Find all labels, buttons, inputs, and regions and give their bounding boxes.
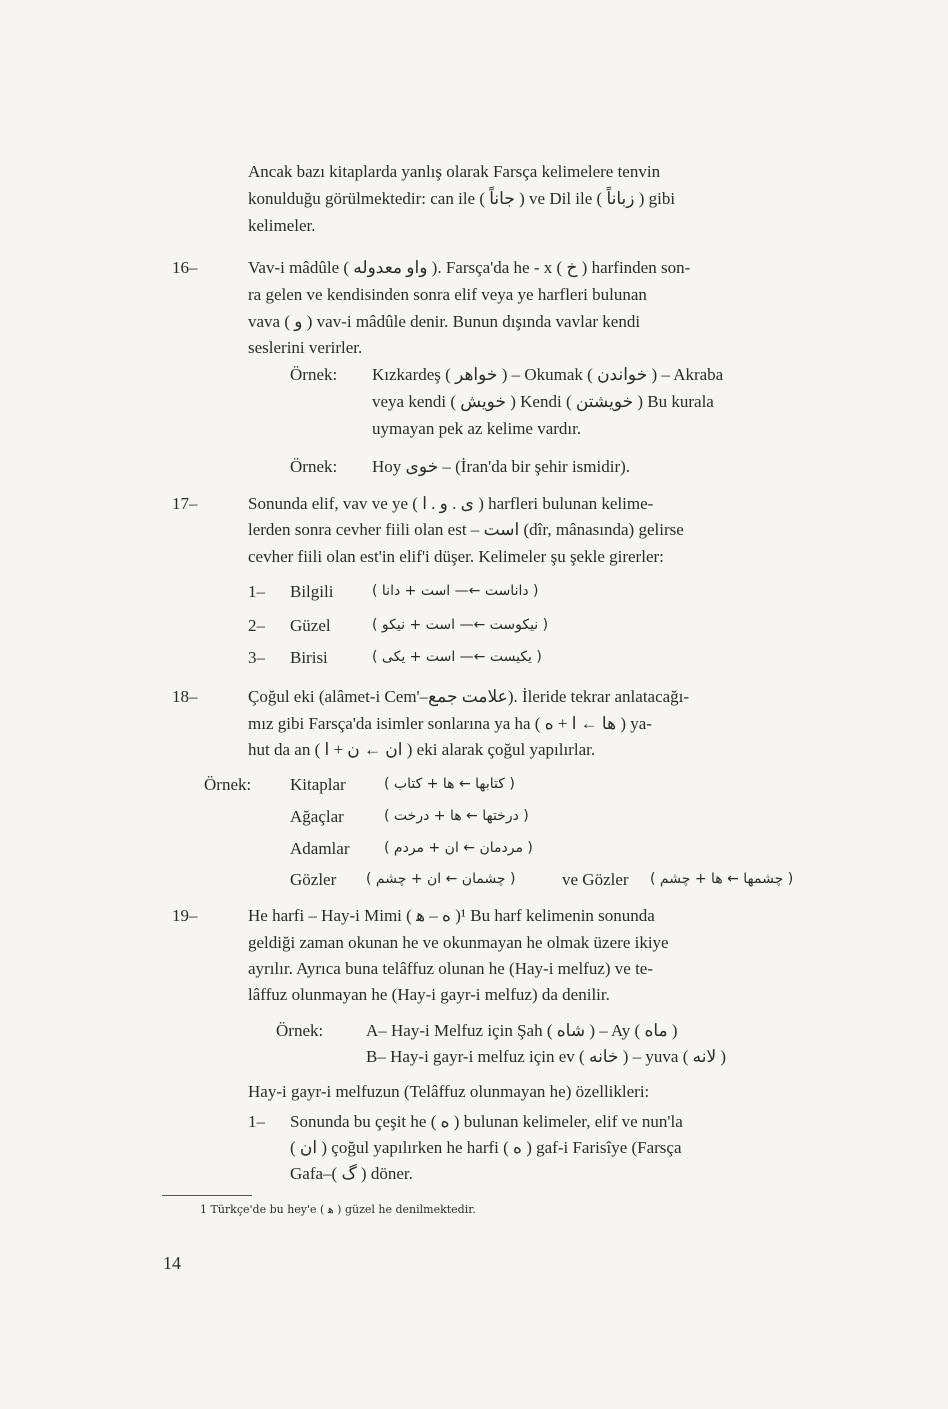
intro-line-3: kelimeler. bbox=[248, 216, 316, 235]
s16-example-line-2: veya kendi ( خویش ) Kendi ( خویشتن ) Bu kurala bbox=[372, 392, 714, 411]
s18-row-4-extra: ve Gözler bbox=[562, 870, 629, 889]
s17-item-2-number: 2– bbox=[248, 616, 265, 635]
s17-line-1: Sonunda elif, vav ve ye ( ی . و . ا ) harfleri bulunan kelime- bbox=[248, 494, 654, 513]
s16-line-1: Vav-i mâdûle ( واو معدوله ). Farsça'da he - x ( خ ) harfinden son- bbox=[248, 258, 691, 277]
page-number: 14 bbox=[163, 1253, 181, 1273]
s16-example-line-1: Kızkardeş ( خواهر ) – Okumak ( خواندن ) – Akraba bbox=[372, 365, 724, 384]
s19-item-1-number: 1– bbox=[248, 1112, 265, 1131]
s17-item-2-persian: ( نیکوست ←— است + نیکو ) bbox=[372, 617, 549, 633]
s18-row-1-persian: ( کتابها ← ها + کتاب ) bbox=[384, 776, 515, 792]
s18-row-4-persian: ( چشمان ← ان + چشم ) bbox=[366, 871, 516, 887]
s18-row-2-word: Ağaçlar bbox=[290, 807, 344, 826]
s18-example-label: Örnek: bbox=[204, 775, 252, 794]
s17-item-3-word: Birisi bbox=[290, 648, 328, 667]
s19-line-2: geldiği zaman okunan he ve okunmayan he olmak üzere ikiye bbox=[248, 933, 669, 952]
section-17-number: 17– bbox=[172, 494, 198, 513]
s19-heading: Hay-i gayr-i melfuzun (Telâffuz olunmayan he) özellikleri: bbox=[248, 1082, 650, 1101]
s17-item-2-word: Güzel bbox=[290, 616, 331, 635]
section-18-number: 18– bbox=[172, 687, 198, 706]
s16-example-label: Örnek: bbox=[290, 365, 338, 384]
s18-row-4-word: Gözler bbox=[290, 870, 337, 889]
s19-example-label: Örnek: bbox=[276, 1021, 324, 1040]
s17-item-1-persian: ( داناست ←— است + دانا ) bbox=[372, 583, 539, 599]
s19-line-4: lâffuz olunmayan he (Hay-i gayr-i melfuz) da denilir. bbox=[248, 985, 610, 1004]
s17-item-3-number: 3– bbox=[248, 648, 265, 667]
intro-line-1: Ancak bazı kitaplarda yanlış olarak Farsça kelimelere tenvin bbox=[248, 162, 661, 181]
s16-example2: Hoy خوی – (İran'da bir şehir ismidir). bbox=[372, 457, 631, 476]
s18-line-3: hut da an ( ان ← ن + ا ) eki alarak çoğul yapılırlar. bbox=[248, 740, 596, 759]
s19-line-1: He harfi – Hay-i Mimi ( ه – ﻫ )¹ Bu harf kelimenin sonunda bbox=[248, 906, 655, 925]
s16-line-2: ra gelen ve kendisinden sonra elif veya ye harfleri bulunan bbox=[248, 285, 647, 304]
s18-line-1: Çoğul eki (alâmet-i Cem'–علامت جمع). İleride tekrar anlatacağı- bbox=[248, 687, 690, 706]
s19-example-b: B– Hay-i gayr-i melfuz için ev ( خانه ) – yuva ( لانه ) bbox=[366, 1047, 727, 1066]
s18-row-4-persian-2: ( چشمها ← ها + چشم ) bbox=[650, 871, 794, 887]
section-16-number: 16– bbox=[172, 258, 198, 277]
s16-line-3: vava ( و ) vav-i mâdûle denir. Bunun dışında vavlar kendi bbox=[248, 312, 641, 331]
s18-row-3-word: Adamlar bbox=[290, 839, 350, 858]
footnote-rule bbox=[162, 1195, 252, 1196]
s17-item-1-number: 1– bbox=[248, 582, 265, 601]
s19-example-a: A– Hay-i Melfuz için Şah ( شاه ) – Ay ( ماه ) bbox=[366, 1021, 678, 1040]
s17-item-1-word: Bilgili bbox=[290, 582, 334, 601]
s18-line-2: mız gibi Farsça'da isimler sonlarına ya ha ( ها ← ا + ه ) ya- bbox=[248, 714, 652, 733]
s19-item-1-line-2: ( ان ) çoğul yapılırken he harfi ( ه ) gaf-i Farisîye (Farsça bbox=[290, 1138, 682, 1157]
s17-line-2: lerden sonra cevher fiili olan est – است (dîr, mânasında) gelirse bbox=[248, 520, 684, 539]
s16-example-line-3: uymayan pek az kelime vardır. bbox=[372, 419, 582, 438]
s19-item-1-line-3: Gafa–( گ ) döner. bbox=[290, 1164, 413, 1183]
s19-item-1-line-1: Sonunda bu çeşit he ( ه ) bulunan kelimeler, elif ve nun'la bbox=[290, 1112, 683, 1131]
intro-line-2: konulduğu görülmektedir: can ile ( جاناً ) ve Dil ile ( زباناً ) gibi bbox=[248, 189, 676, 208]
s18-row-1-word: Kitaplar bbox=[290, 775, 346, 794]
s18-row-2-persian: ( درختها ← ها + درخت ) bbox=[384, 808, 529, 824]
s17-item-3-persian: ( یکیست ←— است + یکی ) bbox=[372, 649, 542, 665]
section-19-number: 19– bbox=[172, 906, 198, 925]
s16-line-4: seslerini verirler. bbox=[248, 338, 363, 357]
s19-line-3: ayrılır. Ayrıca buna telâffuz olunan he (Hay-i melfuz) ve te- bbox=[248, 959, 654, 978]
footnote: 1 Türkçe'de bu hey'e ( ﻫ ) güzel he denilmektedir. bbox=[200, 1203, 476, 1216]
s17-line-3: cevher fiili olan est'in elif'i düşer. Kelimeler şu şekle girerler: bbox=[248, 547, 664, 566]
s16-example2-label: Örnek: bbox=[290, 457, 338, 476]
s18-row-3-persian: ( مردمان ← ان + مردم ) bbox=[384, 840, 533, 856]
